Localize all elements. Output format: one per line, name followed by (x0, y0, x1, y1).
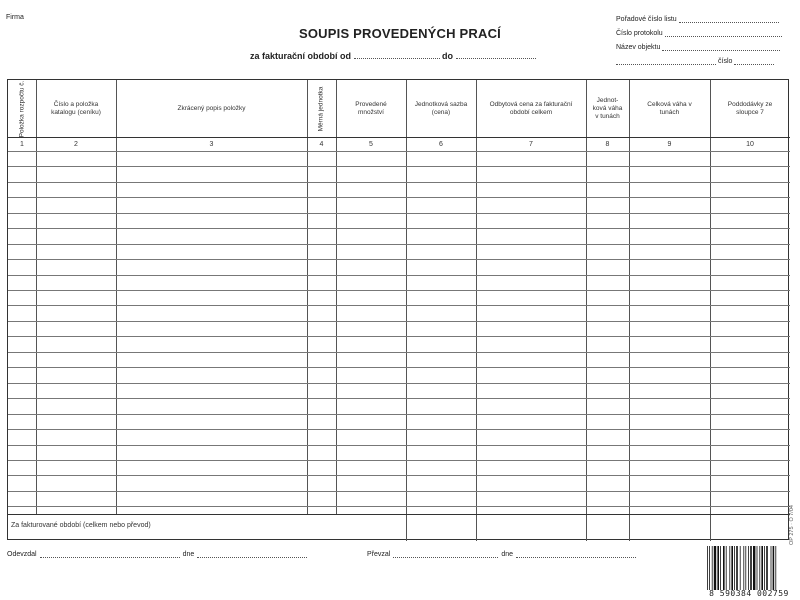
col-header-7: Odbytová cena za fakturační období celkem (489, 100, 573, 116)
barcode-bar (761, 546, 763, 590)
row-divider (8, 197, 790, 198)
handed-over-label: Odevzdal (7, 551, 37, 558)
col-number-2: 2 (74, 141, 78, 148)
row-divider (8, 290, 790, 291)
row-divider (8, 506, 790, 507)
barcode-bar (740, 546, 741, 590)
row-divider (8, 151, 790, 152)
handed-over-row (7, 551, 310, 558)
sheet-number-field[interactable] (679, 16, 779, 23)
handed-over-date-field[interactable] (197, 551, 307, 558)
barcode-bar (771, 546, 772, 590)
row-divider (8, 367, 790, 368)
barcode-bar (720, 546, 721, 590)
barcode-bar (750, 546, 752, 590)
barcode-bar (736, 546, 738, 590)
row-divider (8, 398, 790, 399)
row-divider (8, 460, 790, 461)
column-divider (710, 80, 711, 541)
barcode-bar (731, 546, 733, 590)
protocol-number-field[interactable] (665, 30, 782, 37)
sheet-number-row (616, 16, 779, 23)
column-divider (116, 80, 117, 514)
object-number-row (616, 58, 774, 65)
barcode-bar (709, 546, 710, 590)
sheet-number-label: Pořadové číslo listu (616, 16, 677, 23)
barcode-bar (714, 546, 716, 590)
row-divider (8, 352, 790, 353)
received-date-field[interactable] (516, 551, 636, 558)
billing-period (250, 51, 536, 61)
barcode-bar (729, 546, 730, 590)
column-divider (586, 80, 587, 541)
barcode-bar (726, 546, 727, 590)
col-header-5: Provedené množství (355, 100, 387, 116)
row-divider (8, 475, 790, 476)
col-number-8: 8 (605, 141, 610, 148)
handed-over-date-label: dne (182, 551, 195, 558)
col-number-5: 5 (369, 141, 373, 148)
barcode-number: 8 590384 002759 (709, 589, 789, 598)
col-number-1: 1 (20, 141, 24, 148)
col-header-3: Zkrácený popis položky (177, 104, 246, 112)
row-divider (8, 137, 790, 138)
row-divider (8, 491, 790, 492)
column-divider (629, 80, 630, 541)
barcode-bar (743, 546, 744, 590)
barcode-bar (773, 546, 775, 590)
period-to-label: do (442, 51, 454, 61)
barcode-bar (753, 546, 755, 590)
barcode-bar (775, 546, 776, 590)
row-divider (8, 445, 790, 446)
handed-over-field[interactable] (40, 551, 180, 558)
protocol-number-label: Číslo protokolu (616, 30, 663, 37)
col-header-8: Jednot- ková váha v tunách (592, 96, 623, 120)
col-header-9: Celková váha v tunách (647, 100, 692, 116)
row-divider (8, 275, 790, 276)
protocol-number-row (616, 30, 782, 37)
col-header-2: Číslo a položka katalogu (ceníku) (51, 100, 101, 116)
col-header-10: Poddodávky ze sloupce 7 (727, 100, 773, 116)
row-divider (8, 166, 790, 167)
column-divider (336, 80, 337, 514)
form-code: OP 275 · O 7/04 (789, 505, 795, 545)
row-divider (8, 213, 790, 214)
column-divider (476, 80, 477, 541)
col-header-1: Položka rozpočtu č. (18, 80, 26, 137)
received-row (367, 551, 639, 558)
barcode-bar (723, 546, 725, 590)
col-number-9: 9 (667, 141, 672, 148)
col-number-6: 6 (439, 141, 443, 148)
barcode-bar (766, 546, 768, 590)
col-header-4: Měrná jednotka (317, 86, 325, 131)
object-number-label: číslo (718, 58, 733, 65)
received-label: Převzal (367, 551, 391, 558)
period-from-label: za fakturační období od (250, 51, 352, 61)
barcode-bar (707, 546, 708, 590)
period-to-field[interactable] (456, 51, 536, 59)
row-divider (8, 182, 790, 183)
row-divider (8, 321, 790, 322)
barcode-bar (748, 546, 749, 590)
column-divider (307, 80, 308, 514)
object-name-field[interactable] (662, 44, 780, 51)
col-number-7: 7 (529, 141, 533, 148)
form-title: SOUPIS PROVEDENÝCH PRACÍ (298, 26, 501, 41)
object-name-row (616, 44, 780, 51)
period-from-field[interactable] (354, 51, 440, 59)
firma-label: Firma (6, 14, 24, 21)
received-field[interactable] (393, 551, 498, 558)
object-name-label: Název objektu (616, 44, 661, 51)
row-divider (8, 259, 790, 260)
col-header-6: Jednotková sazba (cena) (414, 100, 468, 116)
billing-total-label: Za fakturované období (celkem nebo převod) (11, 522, 151, 529)
row-divider (8, 228, 790, 229)
row-divider (8, 336, 790, 337)
row-divider (8, 305, 790, 306)
barcode-bar (759, 546, 760, 590)
row-divider (8, 244, 790, 245)
barcode-image (706, 546, 792, 590)
barcode-bar (717, 546, 719, 590)
col-number-3: 3 (209, 141, 214, 148)
barcode-bar (764, 546, 765, 590)
row-divider (8, 414, 790, 415)
works-table (7, 79, 789, 540)
barcode-bar (745, 546, 746, 590)
object-extra-field[interactable] (616, 58, 716, 65)
row-divider (8, 429, 790, 430)
row-divider (8, 383, 790, 384)
barcode-bar (712, 546, 713, 590)
barcode-bar (757, 546, 758, 590)
object-number-field[interactable] (734, 58, 774, 65)
barcode-bar (734, 546, 735, 590)
col-number-10: 10 (746, 141, 754, 148)
col-number-4: 4 (319, 141, 324, 148)
row-divider (8, 514, 790, 515)
received-date-label: dne (501, 551, 514, 558)
column-divider (406, 80, 407, 541)
column-divider (36, 80, 37, 514)
